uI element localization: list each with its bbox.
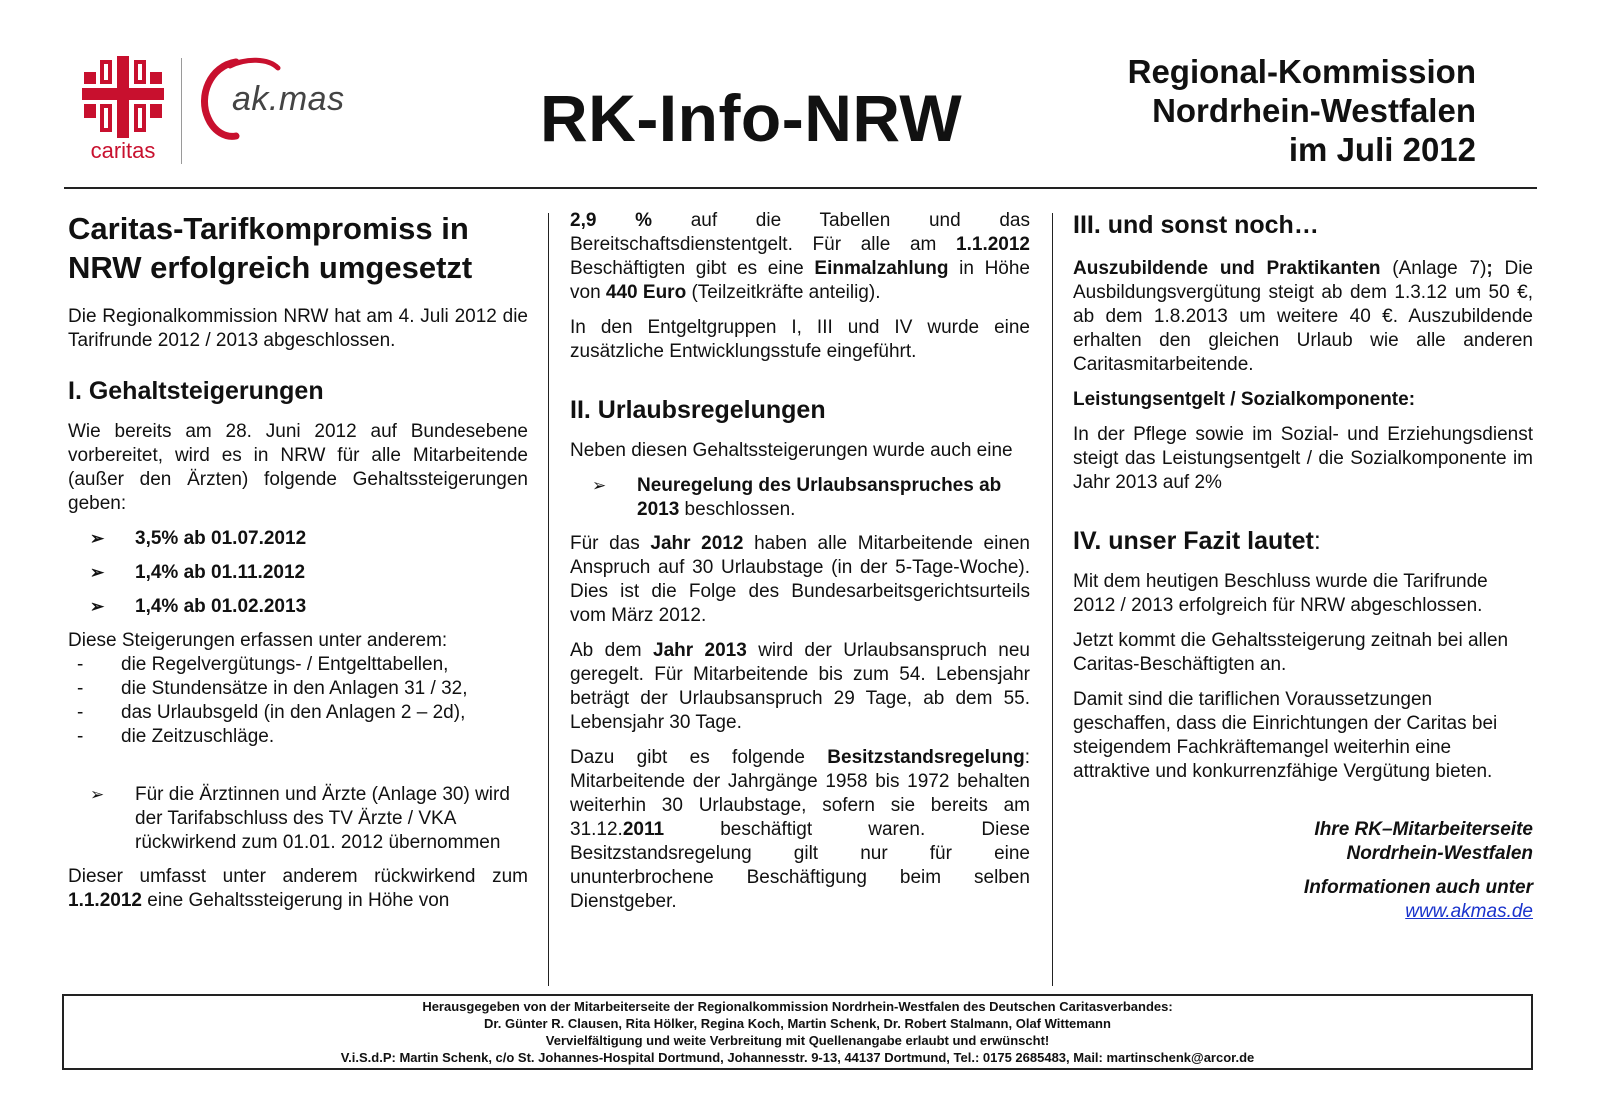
vacation-2012-paragraph: Für das Jahr 2012 haben alle Mitarbeitende einen Anspruch auf 30 Urlaubstage (in der 5-Tage-Woche). Dies ist die Folge des Bundesarbeitsgerichtsurteils vom März 2012. xyxy=(570,533,1031,626)
info-block xyxy=(1073,876,1533,924)
section-3-title: III. und sonst noch… xyxy=(1073,211,1319,239)
column-2 xyxy=(570,209,1030,925)
trainees-paragraph: Auszubildende und Praktikanten (Anlage 7); Die Ausbildungsvergütung steigt ab dem 1.3.12 um 50 €, ab dem 1.8.2013 um weitere 40 €. Auszubildende erhalten den gleichen Urlaub wie alle anderen Caritasmitarbeitende. xyxy=(1073,258,1533,375)
arrow-bullet-icon: ➢ xyxy=(592,476,607,495)
footer-line-3: Vervielfältigung und weite Verbreitung mit Quellenangabe erlaubt und erwünscht! xyxy=(545,1033,1050,1048)
arrow-bullet-icon: ➢ xyxy=(90,597,105,616)
commission-line-2: Nordrhein-Westfalen xyxy=(1152,92,1476,129)
list-item: ➢ 3,5% ab 01.07.2012 xyxy=(90,528,307,549)
commission-line-1: Regional-Kommission xyxy=(1127,53,1476,90)
article-headline xyxy=(68,209,528,287)
caritas-wordmark: caritas xyxy=(90,138,156,163)
column-divider-2 xyxy=(1052,213,1053,986)
covers-intro: Diese Steigerungen erfassen unter anderem: xyxy=(68,630,448,651)
list-item: ➢ 1,4% ab 01.02.2013 xyxy=(90,596,307,617)
development-stage-paragraph: In den Entgeltgruppen I, III und IV wurde eine zusätzliche Entwicklungsstufe eingeführt. xyxy=(570,317,1030,362)
performance-pay-heading: Leistungsentgelt / Sozialkomponente: xyxy=(1073,389,1416,410)
akmas-website-link[interactable]: www.akmas.de xyxy=(1405,901,1533,922)
akmas-wordmark: ak.mas xyxy=(232,80,345,118)
list-item: - das Urlaubsgeld (in den Anlagen 2 – 2d), xyxy=(77,702,466,723)
footer-line-1: Herausgegeben von der Mitarbeiterseite der Regionalkommission Nordrhein-Westfalen des Deutschen Caritasverbandes: xyxy=(422,999,1173,1014)
doctors-item xyxy=(68,783,528,855)
arrow-bullet-icon: ➢ xyxy=(90,563,105,582)
section-1-title: I. Gehaltsteigerungen xyxy=(68,377,324,405)
list-item: ➢ 1,4% ab 01.11.2012 xyxy=(90,562,306,583)
footer-line-2: Dr. Günter R. Clausen, Rita Hölker, Regina Koch, Martin Schenk, Dr. Robert Stalmann, Olaf Wittemann xyxy=(484,1016,1111,1031)
column-1 xyxy=(68,209,528,924)
raise-paragraph: 2,9 % auf die Tabellen und das Bereitschaftsdienstentgelt. Für alle am 1.1.2012 Beschäftigten gibt es eine Einmalzahlung in Höhe von 440 Euro (Teilzeitkräfte anteilig). xyxy=(570,210,1030,303)
conclusion-paragraph-2: Jetzt kommt die Gehaltssteigerung zeitnah bei allen Caritas-Beschäftigten an. xyxy=(1073,630,1509,675)
covers-list xyxy=(68,653,528,749)
vacation-bullet: ➢ Neuregelung des Urlaubsanspruches ab 2013 beschlossen. xyxy=(592,475,1002,520)
arrow-bullet-icon: ➢ xyxy=(90,785,105,804)
logo-divider xyxy=(181,58,182,164)
section-2-title: II. Urlaubsregelungen xyxy=(570,396,826,424)
besitzstand-paragraph: Dazu gibt es folgende Besitzstandsregelung: Mitarbeitende der Jahrgänge 1958 bis 1972 behalten weiterhin 30 Urlaubstage, sofern sie bereits am 31.12.2011 beschäftigt waren. Diese Besitzstandsregelung gilt nur für eine ununterbrochene Beschäftigung beim selben Dienstgeber. xyxy=(570,747,1030,912)
vacation-intro: Neben diesen Gehaltssteigerungen wurde auch eine xyxy=(570,440,1013,461)
akmas-logo xyxy=(196,56,366,142)
doctors-text: Für die Ärztinnen und Ärzte (Anlage 30) wird der Tarifabschluss des TV Ärzte / VKA rückwirkend zum 01.01. 2012 übernommen xyxy=(135,784,510,853)
signature-line-2: Nordrhein-Westfalen xyxy=(1346,843,1533,864)
list-item: - die Regelvergütungs- / Entgelttabellen, xyxy=(77,654,449,675)
column-3 xyxy=(1073,209,1533,934)
page-title: RK-Info-NRW xyxy=(540,81,963,155)
commission-line-3: im Juli 2012 xyxy=(1288,131,1476,168)
footer-line-4: V.i.S.d.P: Martin Schenk, c/o St. Johannes-Hospital Dortmund, Johannesstr. 9-13, 44137 Dortmund, Tel.: 0175 2685483, Mail: martinschenk@arcor.de xyxy=(340,1050,1255,1065)
caritas-flame-cross-icon xyxy=(78,56,168,138)
section-1-text: Wie bereits am 28. Juni 2012 auf Bundesebene vorbereitet, wird es in NRW für alle Mitarbeitende (außer den Ärzten) folgende Gehaltssteigerungen geben: xyxy=(68,421,528,514)
arrow-bullet-icon: ➢ xyxy=(90,529,105,548)
headline-line-2: NRW erfolgreich umgesetzt xyxy=(68,250,473,285)
closing-paragraph: Dieser umfasst unter anderem rückwirkend zum 1.1.2012 eine Gehaltssteigerung in Höhe von xyxy=(68,866,528,911)
vacation-2013-paragraph: Ab dem Jahr 2013 wird der Urlaubsanspruch neu geregelt. Für Mitarbeitende bis zum 54. Lebensjahr beträgt der Urlaubsanspruch 29 Tage, ab dem 55. Lebensjahr 30 Tage. xyxy=(570,640,1030,733)
headline-line-1: Caritas-Tarifkompromiss in xyxy=(68,211,469,246)
list-item: - die Zeitzuschläge. xyxy=(77,726,275,747)
caritas-logo xyxy=(78,56,168,168)
performance-pay-paragraph: In der Pflege sowie im Sozial- und Erziehungsdienst steigt das Leistungsentgelt / die Sozialkomponente im Jahr 2013 auf 2% xyxy=(1073,424,1533,493)
signature xyxy=(1073,818,1533,866)
commission-heading xyxy=(1128,52,1476,169)
signature-line-1: Ihre RK–Mitarbeiterseite xyxy=(1314,819,1533,840)
list-item: - die Stundensätze in den Anlagen 31 / 32, xyxy=(77,678,468,699)
info-line: Informationen auch unter xyxy=(1303,877,1533,898)
imprint-footer xyxy=(62,994,1533,1070)
raise-list xyxy=(68,527,528,619)
section-4-title: IV. unser Fazit lautet: xyxy=(1073,527,1321,555)
conclusion-paragraph-3: Damit sind die tariflichen Voraussetzungen geschaffen, dass die Einrichtungen der Caritas bei steigendem Fachkräftemangel weiterhin eine attraktive und konkurrenzfähige Vergütung bieten. xyxy=(1073,689,1498,782)
column-divider-1 xyxy=(548,213,549,986)
conclusion-paragraph-1: Mit dem heutigen Beschluss wurde die Tarifrunde 2012 / 2013 erfolgreich für NRW abgeschlossen. xyxy=(1073,571,1488,616)
intro-paragraph: Die Regionalkommission NRW hat am 4. Juli 2012 die Tarifrunde 2012 / 2013 abgeschlossen. xyxy=(68,306,528,351)
header-divider xyxy=(64,187,1537,189)
